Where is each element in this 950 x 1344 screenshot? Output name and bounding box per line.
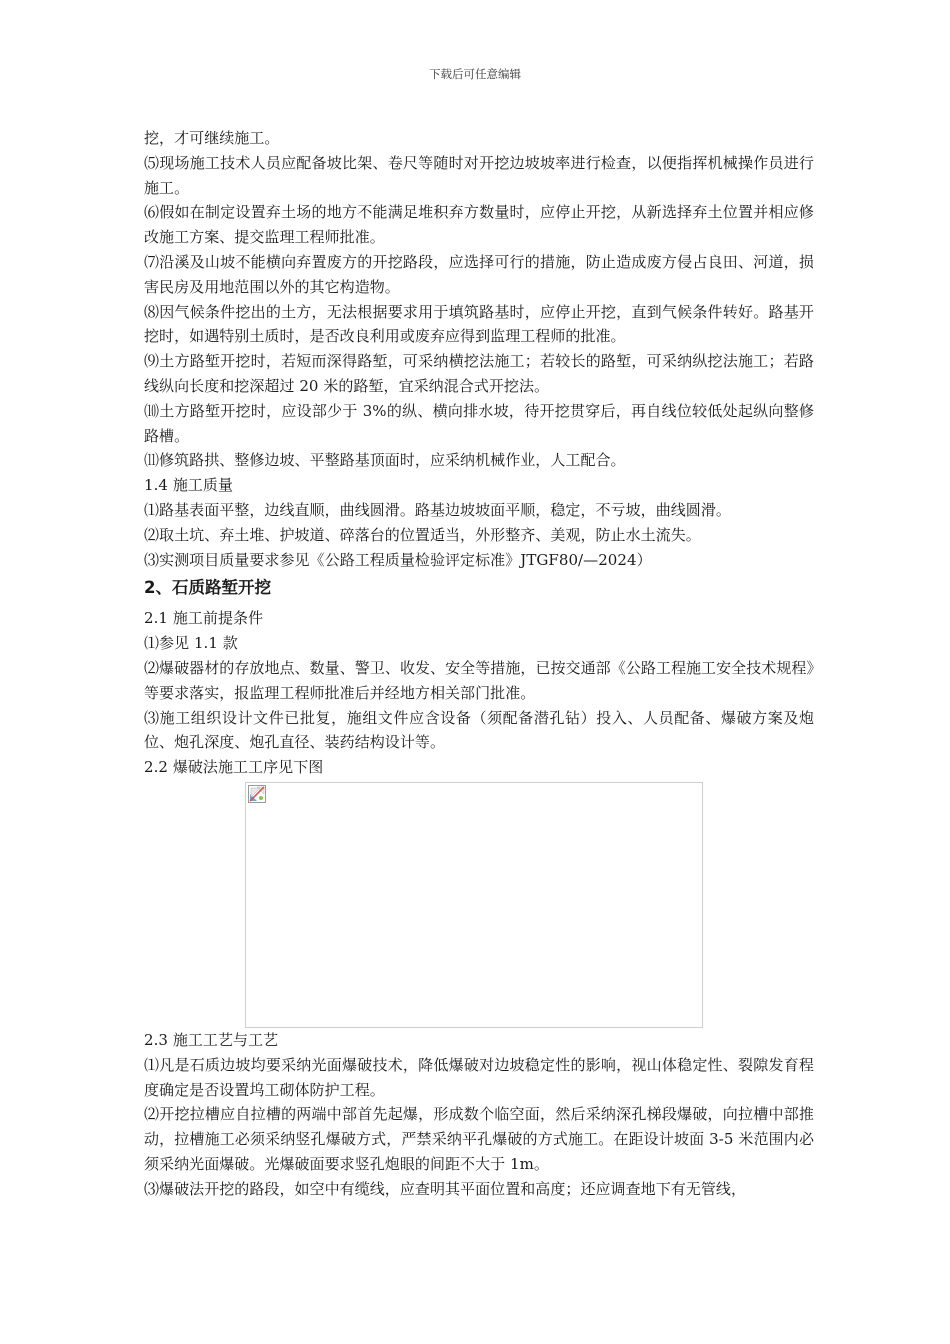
paragraph: ⑶施工组织设计文件已批复，施组文件应含设备（须配备潜孔钻）投入、人员配备、爆破方案及炮位、炮孔深度、炮孔直径、装药结构设计等。 [144, 708, 814, 752]
paragraph: ⑶实测项目质量要求参见《公路工程质量检验评定标准》JTGF80/—2024） [144, 550, 652, 569]
subsection-title: 2.1 施工前提条件 [144, 609, 264, 628]
figure-placeholder [245, 782, 703, 1028]
paragraph: ⑵开挖拉槽应自拉槽的两端中部首先起爆，形成数个临空面，然后采纳深孔梯段爆破，向拉槽中部推动，拉槽施工必须采纳竖孔爆破方式，严禁采纳平孔爆破的方式施工。在距设计坡面 3-5 米范围内必须采纳光面爆破。光爆破面要求竖孔炮眼的间距不大于 1m。 [144, 1105, 814, 1173]
document-body [144, 126, 814, 1202]
broken-image-icon [248, 785, 266, 803]
paragraph: ⑴路基表面平整，边线直顺，曲线圆滑。路基边坡坡面平顺，稳定，不亏坡，曲线圆滑。 [144, 500, 731, 519]
paragraph: ⑺沿溪及山坡不能横向弃置废方的开挖路段，应选择可行的措施，防止造成废方侵占良田、河道，损害民房及用地范围以外的其它构造物。 [144, 252, 814, 296]
paragraph: ⑵取土坑、弃土堆、护坡道、碎落台的位置适当，外形整齐、美观，防止水土流失。 [144, 525, 701, 544]
paragraph: 挖，才可继续施工。 [144, 129, 280, 147]
paragraph: ⑶爆破法开挖的路段，如空中有缆线，应查明其平面位置和高度；还应调查地下有无管线， [144, 1179, 747, 1198]
paragraph: ⑾修筑路拱、整修边坡、平整路基顶面时，应采纳机械作业，人工配合。 [144, 451, 626, 470]
paragraph: ⑴凡是石质边坡均要采纳光面爆破技术，降低爆破对边坡稳定性的影响，视山体稳定性、裂隙发育程度确定是否设置坞工砌体防护工程。 [144, 1055, 814, 1099]
page-header: 下载后可任意编辑 [429, 67, 521, 81]
subsection-title: 2.3 施工工艺与工艺 [144, 1030, 279, 1049]
paragraph: ⑴参见 1.1 款 [144, 634, 238, 653]
paragraph: ⑵爆破器材的存放地点、数量、警卫、收发、安全等措施，已按交通部《公路工程施工安全技术规程》等要求落实，报监理工程师批准后并经地方相关部门批准。 [144, 658, 814, 702]
paragraph: ⑽土方路堑开挖时，应设部少于 3%的纵、横向排水坡，待开挖贯穿后，再自线位较低处起纵向整修路槽。 [144, 401, 814, 445]
section-heading: 2、石质路堑开挖 [144, 578, 271, 598]
paragraph: ⑼土方路堑开挖时，若短而深得路堑，可采纳横挖法施工；若较长的路堑，可采纳纵挖法施工；若路线纵向长度和挖深超过 20 米的路堑，宜采纳混合式开挖法。 [144, 352, 814, 395]
paragraph: ⑻因气候条件挖出的土方，无法根据要求用于填筑路基时，应停止开挖，直到气候条件转好。路基开挖时，如遇特别土质时，是否改良利用或废弃应得到监理工程师的批准。 [144, 302, 814, 346]
subsection-title: 1.4 施工质量 [144, 476, 234, 495]
subsection-title: 2.2 爆破法施工工序见下图 [144, 758, 324, 777]
paragraph: ⑸现场施工技术人员应配备坡比架、卷尺等随时对开挖边坡坡率进行检查，以便指挥机械操作员进行施工。 [144, 153, 814, 197]
paragraph: ⑹假如在制定设置弃土场的地方不能满足堆积弃方数量时，应停止开挖，从新选择弃土位置并相应修改施工方案、提交监理工程师批准。 [144, 203, 814, 247]
